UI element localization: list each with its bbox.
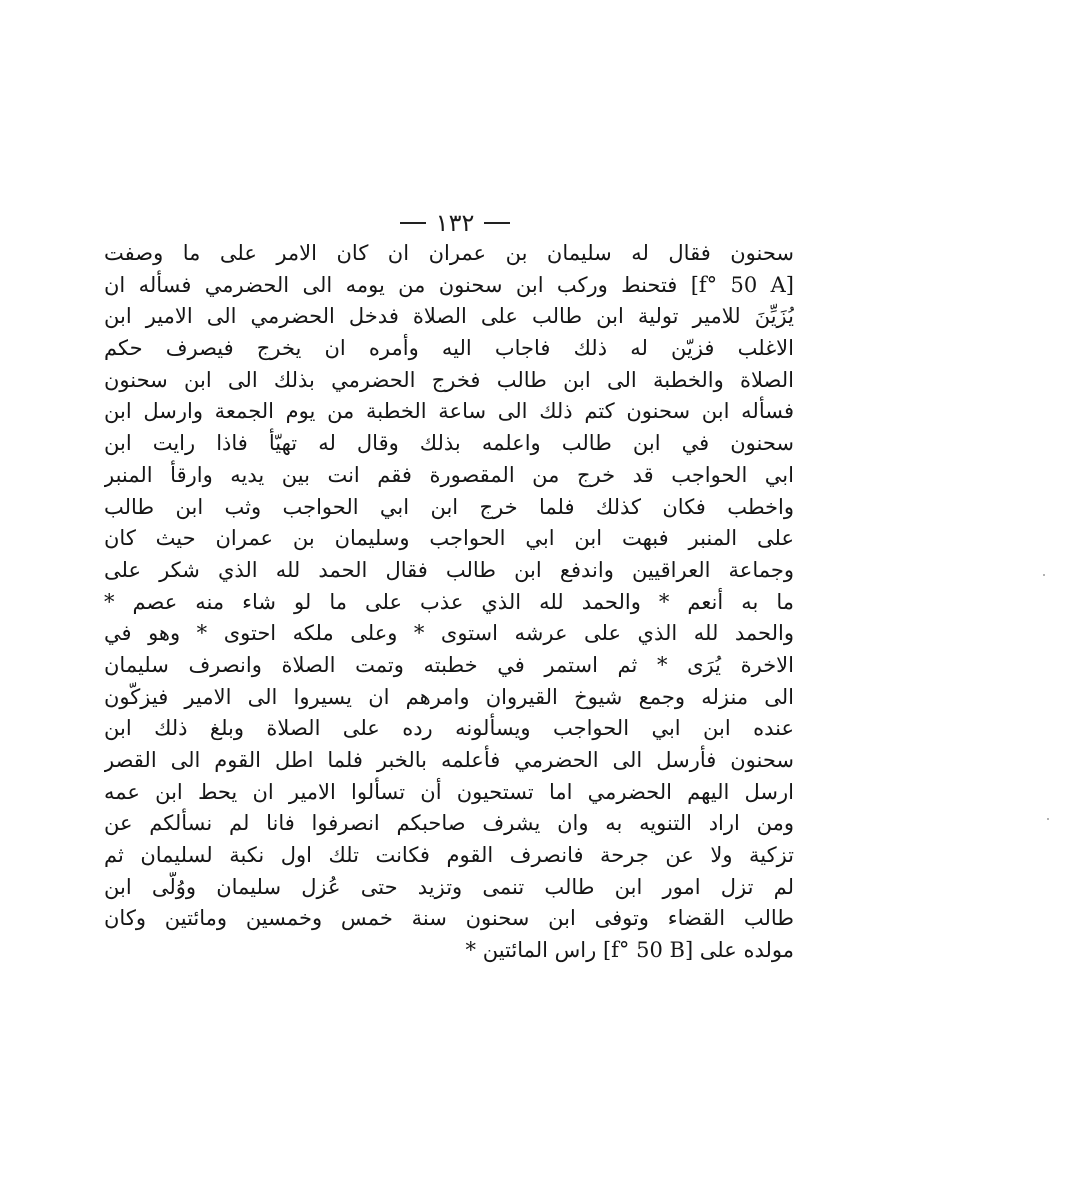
text-line: الاغلب فزيّن له ذلك فاجاب اليه وأمره ان يخرج فيصرف حكم — [104, 336, 794, 361]
text-line: لم تزل امور ابن طالب تنمى وتزيد حتى عُزل سليمان ووُلّى ابن — [104, 874, 794, 899]
scan-speck — [1043, 574, 1045, 576]
body-text — [104, 238, 794, 967]
text-line: عنده ابن ابي الحواجب ويسألونه رده على الصلاة وبلغ ذلك ابن — [104, 716, 794, 741]
text-line: طالب القضاء وتوفى ابن سحنون سنة خمس وخمسين ومائتين وكان — [104, 906, 794, 931]
text-line-last: مولده على [f° 50 B] راس المائتين * — [465, 938, 794, 963]
text-line: الى منزله وجمع شيوخ القيروان وامرهم ان يسيروا الى الامير فيزكّون — [104, 684, 794, 709]
text-line: ومن اراد التنويه به وان يشرف صاحبكم انصرفوا فانا لم نسألكم عن — [104, 811, 794, 836]
scan-speck — [1047, 818, 1049, 820]
text-line: ارسل اليهم الحضرمي اما تستحيون أن تسألوا الامير ان يحط ابن عمه — [104, 779, 794, 804]
text-line: وجماعة العراقيين واندفع ابن طالب فقال الحمد لله الذي شكر على — [104, 557, 794, 582]
text-line: سحنون فأرسل الى الحضرمي فأعلمه بالخبر فلما اطل القوم الى القصر — [104, 748, 794, 772]
text-line: فسأله ابن سحنون كتم ذلك الى ساعة الخطبة من يوم الجمعة وارسل ابن — [104, 399, 794, 424]
text-line: على المنبر فبهت ابن ابي الحواجب وسليمان بن عمران حيث كان — [104, 526, 794, 551]
text-line: ابي الحواجب قد خرج من المقصورة فقم انت بين يديه وارقأ المنبر — [104, 462, 794, 487]
page-number: ١٣٢ — [435, 209, 475, 237]
text-line: الاخرة يُرَى * ثم استمر في خطبته وتمت الصلاة وانصرف سليمان — [104, 652, 794, 677]
text-line: سحنون فقال له سليمان بن عمران ان كان الامر على ما وصفت — [104, 241, 794, 265]
left-dash — [484, 222, 510, 224]
right-dash — [400, 222, 426, 224]
page-number-header — [380, 206, 530, 240]
text-line: الصلاة والخطبة الى ابن طالب فخرج الحضرمي بذلك الى ابن سحنون — [104, 367, 794, 392]
text-line: واخطب فكان كذلك فلما خرج ابن ابي الحواجب وثب ابن طالب — [104, 494, 794, 519]
text-line: والحمد لله الذي على عرشه استوى * وعلى ملكه احتوى * وهو في — [104, 621, 794, 646]
text-line: ما به أنعم * والحمد لله الذي عذب على ما لو شاء منه عصم * — [104, 589, 794, 614]
text-line: يُزَيِّنَ للامير تولية ابن طالب على الصلاة فدخل الحضرمي الى الامير ابن — [104, 304, 794, 329]
text-line: سحنون في ابن طالب واعلمه بذلك وقال له تهيّأ فاذا رايت ابن — [104, 431, 794, 456]
text-line: تزكية ولا عن جرحة فانصرف القوم فكانت تلك اول نكبة لسليمان ثم — [104, 843, 794, 868]
text-line: [f° 50 A] فتحنط وركب ابن سحنون من يومه الى الحضرمي فسأله ان — [104, 272, 794, 297]
